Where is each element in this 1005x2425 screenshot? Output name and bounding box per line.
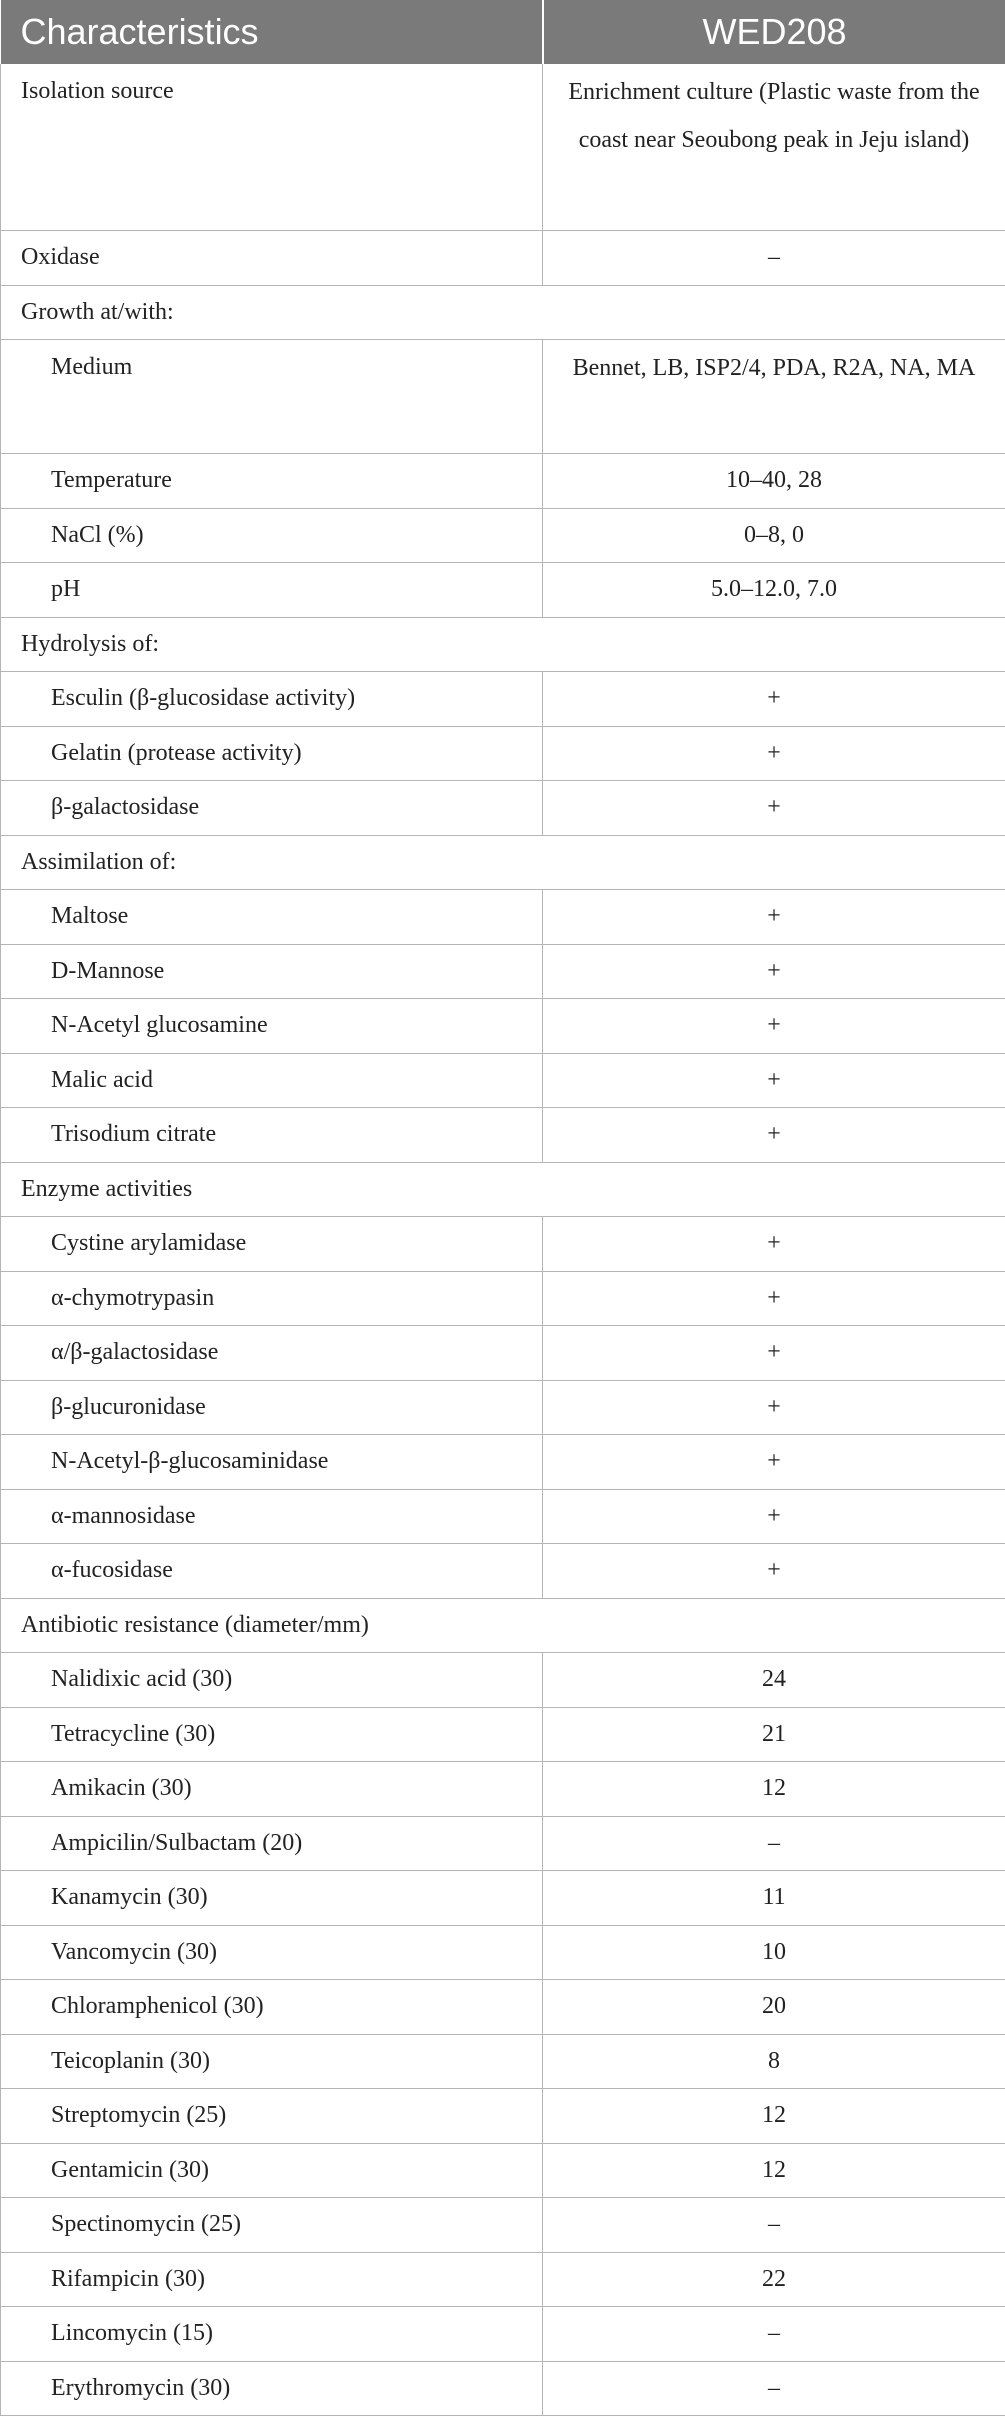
table-row	[1, 890, 1005, 945]
table-row	[1, 1326, 1005, 1381]
characteristic-name: Nalidixic acid (30)	[1, 1653, 543, 1708]
characteristic-name: Vancomycin (30)	[1, 1925, 543, 1980]
table-row	[1, 944, 1005, 999]
characteristic-name: β-galactosidase	[1, 781, 543, 836]
table-row	[1, 1980, 1005, 2035]
table-row	[1, 1544, 1005, 1599]
characteristic-name: NaCl (%)	[1, 508, 543, 563]
table-row	[1, 2252, 1005, 2307]
table-row	[1, 563, 1005, 618]
characteristic-name: N-Acetyl-β-glucosaminidase	[1, 1435, 543, 1490]
characteristic-name: α-fucosidase	[1, 1544, 543, 1599]
characteristic-value: Bennet, LB, ISP2/4, PDA, R2A, NA, MA	[543, 340, 1005, 454]
section-label: Enzyme activities	[1, 1162, 1005, 1217]
table-row	[1, 1108, 1005, 1163]
table-row	[1, 1653, 1005, 1708]
characteristic-value: 24	[543, 1653, 1005, 1708]
characteristic-name: N-Acetyl glucosamine	[1, 999, 543, 1054]
section-label: Assimilation of:	[1, 835, 1005, 890]
characteristic-name: Isolation source	[1, 64, 543, 231]
section-row	[1, 1162, 1005, 1217]
table-row	[1, 672, 1005, 727]
section-label: Antibiotic resistance (diameter/mm)	[1, 1598, 1005, 1653]
characteristic-value: 21	[543, 1707, 1005, 1762]
characteristic-name: Kanamycin (30)	[1, 1871, 543, 1926]
characteristic-value: +	[543, 1544, 1005, 1599]
table-row	[1, 454, 1005, 509]
characteristic-value: +	[543, 944, 1005, 999]
table-row	[1, 1053, 1005, 1108]
characteristic-value: –	[543, 2307, 1005, 2362]
characteristic-name: Gelatin (protease activity)	[1, 726, 543, 781]
characteristic-value: +	[543, 1271, 1005, 1326]
characteristic-value: 12	[543, 2089, 1005, 2144]
table-row	[1, 64, 1005, 231]
characteristic-name: Temperature	[1, 454, 543, 509]
characteristic-name: Spectinomycin (25)	[1, 2198, 543, 2253]
characteristic-name: Gentamicin (30)	[1, 2143, 543, 2198]
table-row	[1, 2198, 1005, 2253]
characteristic-value: +	[543, 1108, 1005, 1163]
characteristic-value: 12	[543, 2143, 1005, 2198]
section-row	[1, 285, 1005, 340]
table-row	[1, 508, 1005, 563]
table-row	[1, 2089, 1005, 2144]
characteristic-value: 8	[543, 2034, 1005, 2089]
characteristic-value: 11	[543, 1871, 1005, 1926]
table-row	[1, 2361, 1005, 2416]
characteristic-value: Enrichment culture (Plastic waste from the coast near Seoubong peak in Jeju island)	[543, 64, 1005, 231]
table-row	[1, 1435, 1005, 1490]
characteristic-name: pH	[1, 563, 543, 618]
section-row	[1, 1598, 1005, 1653]
characteristic-name: Trisodium citrate	[1, 1108, 543, 1163]
table-row	[1, 781, 1005, 836]
characteristic-value: 12	[543, 1762, 1005, 1817]
characteristic-value: 22	[543, 2252, 1005, 2307]
characteristic-value: 0–8, 0	[543, 508, 1005, 563]
characteristic-value: +	[543, 1380, 1005, 1435]
table-row	[1, 2034, 1005, 2089]
characteristic-value: +	[543, 890, 1005, 945]
table-row	[1, 1707, 1005, 1762]
characteristic-name: Maltose	[1, 890, 543, 945]
characteristic-value: +	[543, 781, 1005, 836]
characteristic-value: –	[543, 1816, 1005, 1871]
characteristic-value: 10	[543, 1925, 1005, 1980]
characteristic-name: β-glucuronidase	[1, 1380, 543, 1435]
characteristic-value: 20	[543, 1980, 1005, 2035]
table-body	[1, 64, 1005, 2416]
characteristic-name: Lincomycin (15)	[1, 2307, 543, 2362]
characteristic-value: –	[543, 2361, 1005, 2416]
characteristic-name: Ampicilin/Sulbactam (20)	[1, 1816, 543, 1871]
characteristic-name: Erythromycin (30)	[1, 2361, 543, 2416]
characteristic-name: Malic acid	[1, 1053, 543, 1108]
table-row	[1, 1762, 1005, 1817]
table-row	[1, 1925, 1005, 1980]
characteristic-value: +	[543, 726, 1005, 781]
characteristic-name: Amikacin (30)	[1, 1762, 543, 1817]
characteristic-name: α-chymotrypasin	[1, 1271, 543, 1326]
characteristic-value: –	[543, 2198, 1005, 2253]
table-row	[1, 340, 1005, 454]
characteristic-name: Streptomycin (25)	[1, 2089, 543, 2144]
characteristic-name: Chloramphenicol (30)	[1, 1980, 543, 2035]
section-label: Hydrolysis of:	[1, 617, 1005, 672]
table-header-row	[1, 0, 1005, 64]
characteristic-value: +	[543, 999, 1005, 1054]
characteristic-value: 5.0–12.0, 7.0	[543, 563, 1005, 618]
characteristic-name: Esculin (β-glucosidase activity)	[1, 672, 543, 727]
table-row	[1, 1217, 1005, 1272]
characteristic-name: Rifampicin (30)	[1, 2252, 543, 2307]
characteristic-value: +	[543, 672, 1005, 727]
table-row	[1, 1271, 1005, 1326]
table-row	[1, 1816, 1005, 1871]
table-row	[1, 1871, 1005, 1926]
characteristic-value: +	[543, 1326, 1005, 1381]
section-label: Growth at/with:	[1, 285, 1005, 340]
characteristic-value: +	[543, 1435, 1005, 1490]
table-row	[1, 1380, 1005, 1435]
characteristic-name: D-Mannose	[1, 944, 543, 999]
table-row	[1, 726, 1005, 781]
characteristic-name: Cystine arylamidase	[1, 1217, 543, 1272]
header-characteristics: Characteristics	[1, 0, 543, 64]
characteristic-value: 10–40, 28	[543, 454, 1005, 509]
table-row	[1, 231, 1005, 286]
section-row	[1, 835, 1005, 890]
characteristic-value: +	[543, 1489, 1005, 1544]
header-strain: WED208	[543, 0, 1005, 64]
table-row	[1, 2307, 1005, 2362]
characteristic-name: Oxidase	[1, 231, 543, 286]
characteristic-value: –	[543, 231, 1005, 286]
table-row	[1, 2143, 1005, 2198]
characteristic-value: +	[543, 1217, 1005, 1272]
characteristic-name: α/β-galactosidase	[1, 1326, 543, 1381]
characteristic-name: Tetracycline (30)	[1, 1707, 543, 1762]
section-row	[1, 617, 1005, 672]
characteristic-name: Teicoplanin (30)	[1, 2034, 543, 2089]
characteristic-value: +	[543, 1053, 1005, 1108]
characteristic-name: α-mannosidase	[1, 1489, 543, 1544]
table-row	[1, 999, 1005, 1054]
characteristic-name: Medium	[1, 340, 543, 454]
table-row	[1, 1489, 1005, 1544]
